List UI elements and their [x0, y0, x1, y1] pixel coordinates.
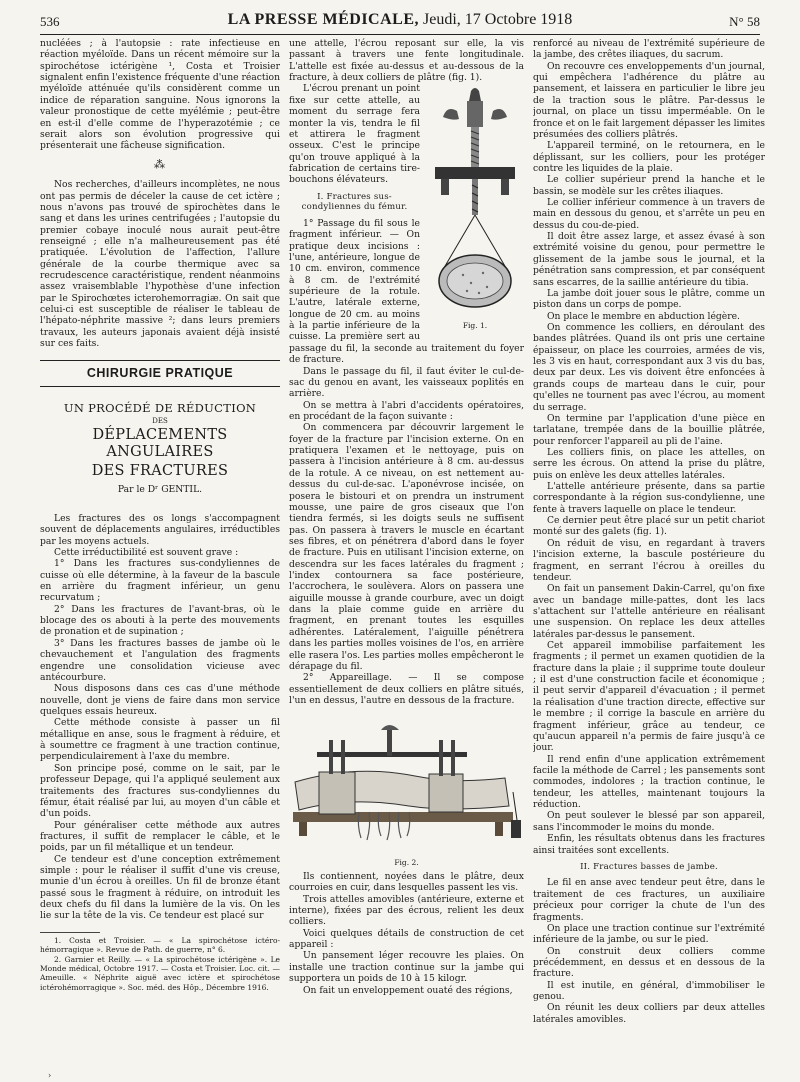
- page-footer-mark: ›: [48, 1071, 52, 1080]
- paragraph: Enfin, les résultats obtenus dans les fractures ainsi traitées sont excellents.: [533, 833, 765, 856]
- figure-caption: Fig. 1.: [462, 320, 488, 330]
- footnote: 1. Costa et Troisier. — « La spirochétose ictéro-hémorragique ». Revue de Path. de guerre, n° 6.: [40, 935, 280, 955]
- paragraph: nucléées ; à l'autopsie : rate infectieuse en réaction myéloïde. Dans un récent mémoire sur la spirochétose ictérigène ¹, Costa et Troisier signalent enfin l'existence fréquente d'une réaction myéloïde atténuée qu'ils considèrent comme un indice de réparation sanguine. Nous ignorons la valeur pronostique de cette myélémie ; peut-être en est-il d'elle comme de l'hyperazotémie ; ce serait alors son évolution progressive qui présenterait une fâcheuse signification.: [40, 38, 280, 152]
- column-3: [533, 38, 765, 1072]
- paragraph: renforcé au niveau de l'extrémité supérieure de la jambe, des crêtes iliaques, du sacrum.: [533, 38, 765, 61]
- paragraph: Les fractures des os longs s'accompagnent souvent de déplacements angulaires, irréductibles par les moyens actuels.: [40, 512, 280, 547]
- paragraph: Il rend enfin d'une application extrêmement facile la méthode de Carrel ; les pansements sont commodes, indolores ; la traction continue, le tendeur, les attelles, maintenant toujours la réduction.: [533, 753, 765, 811]
- paragraph: On fait un pansement Dakin-Carrel, qu'on fixe avec un bandage mille-pattes, dont les lacs s'attachent sur l'attelle antérieure en réalisant une suspension. On replace les deux attelles latérales par-dessus le pansement.: [533, 583, 765, 640]
- page-header: [40, 8, 760, 35]
- paragraph: On commence les colliers, en déroulant des bandes plâtrées. Quand ils ont pris une certaine épaisseur, on place les courroies, armées de vis, les 3 vis en haut, correspondant aux 3 vis du bas, deux par deux. Les vis doivent être enfoncées à grands coups de marteau dans le cuir, pour qu'elles ne tournent pas avec l'écrou, au moment du serrage.: [533, 321, 765, 413]
- article-title-line-1: UN PROCÉDÉ DE RÉDUCTION: [63, 401, 257, 415]
- issue-date: Jeudi, 17 Octobre 1918: [423, 11, 573, 28]
- column-1: [40, 38, 280, 1072]
- column-2: [289, 38, 524, 1072]
- paragraph: Le collier inférieur commence à un travers de main en dessous du genou, et s'arrête un peu en dessus du cou-de-pied.: [533, 197, 765, 231]
- paragraph: Trois attelles amovibles (antérieure, externe et interne), fixées par des écrous, relient les deux colliers.: [289, 893, 524, 928]
- paragraph: Les colliers finis, on place les attelles, on serre les écrous. On attend la prise du plâtre, puis on enlève les deux attelles latérales.: [533, 446, 765, 481]
- section-break-stars: ⁂: [154, 157, 166, 171]
- paragraph: Cet appareil immobilise parfaitement les fragments ; il permet un examen quotidien de la fracture dans la plaie ; il supprime toute douleur ; il est d'une construction facile et économique ; il peut servir d'appareil d'évacuation ; il permet la réalisation d'une traction directe, effective sur le membre ; il corrige la bascule en arrière du fragment inférieur, grâce au tendeur, ce qu'aucun appareil n'a permis de faire jusqu'à ce jour.: [533, 640, 765, 754]
- paragraph: Son principe posé, comme on le sait, par le professeur Depage, qui l'a appliqué seulement aux traitements des fractures sus-condyliennes du fémur, était réalisé par lui, au moyen d'un câble et d'un poids.: [40, 762, 280, 820]
- paragraph: On réduit de visu, en regardant à travers l'incision externe, la bascule postérieure du fragment, en serrant l'écrou à oreilles du tendeur.: [533, 537, 765, 583]
- paragraph: On fait un enveloppement ouaté des régions,: [303, 984, 513, 996]
- footnote: 2. Garnier et Reilly. — « La spirochétose ictérigène ». Le Monde médical, Octobre 1917. — Costa et Troisier. Loc. cit. — Ameuille. « Néphrite aiguë avec ictère et spirochétose ictérohémorragique ». Soc. méd. des Hôp., Décembre 1916.: [40, 954, 280, 992]
- paragraph: 1° Passage du fil sous le fragment inférieur. — On pratique deux incisions : l'une, antérieure, longue de 10 cm. environ, commence à 8 cm. de l'extrémité supérieure de la rotule. L'autre, latérale externe, longue de 20 cm. au moins à la partie inférieure de la cuisse. La première sert au passage du fil, la seconde au traitement du foyer de fracture.: [289, 217, 524, 366]
- paragraph: 3° Dans les fractures basses de jambe où le chevauchement et l'angulation des fragments engendre une consolidation vicieuse avec antécourbure.: [40, 637, 280, 683]
- footnote-separator: [40, 932, 100, 933]
- paragraph: Dans le passage du fil, il faut éviter le cul-de-sac du genou en avant, les vaisseaux poplités en arrière.: [289, 365, 524, 400]
- subsection-heading: II. Fractures basses de jambe.: [580, 861, 718, 872]
- issue-number: N° 58: [729, 14, 760, 29]
- paragraph: Cette irréductibilité est souvent grave :: [54, 546, 239, 558]
- paragraph: Ce tendeur est d'une conception extrêmement simple : pour le réaliser il suffit d'une vis creuse, munie d'un écrou à oreilles. Un fil de bronze étant passé sous le fragment à réduire, on introduit les deux chefs du fil dans la lumière de la vis. On les lie sur la tête de la vis. Ce tendeur est placé sur: [40, 853, 280, 922]
- paragraph: 1° Dans les fractures sus-condyliennes de cuisse où elle détermine, à la faveur de la bascule en arrière du fragment inférieur, un genu recurvatum ;: [40, 558, 280, 604]
- figure-1: [426, 85, 524, 332]
- paragraph: On se mettra à l'abri d'accidents opératoires, en procédant de la façon suivante :: [289, 399, 524, 422]
- paragraph: On réunit les deux colliers par deux attelles latérales amovibles.: [533, 1002, 765, 1025]
- figure-2: [289, 712, 524, 867]
- paragraph: Il est inutile, en général, d'immobiliser le genou.: [533, 979, 765, 1003]
- tendeur-illustration: [427, 85, 523, 315]
- paragraph: On peut soulever le blessé par son appareil, sans l'incommoder le moins du monde.: [533, 810, 765, 833]
- paragraph: On recouvre ces enveloppements d'un journal, qui empêchera l'adhérence du plâtre au pansement, et laissera en particulier le libre jeu de la traction sous le plâtre. Par-dessus le journal, on place un tissu imperméable. On le fronce et on le fait largement dépasser les limites présumées des colliers plâtrés.: [533, 60, 765, 140]
- paragraph: Un pansement léger recouvre les plaies. On installe une traction continue sur la jambe qui supportera un poids de 10 à 15 kilogr.: [289, 950, 524, 985]
- paragraph: Le collier supérieur prend la hanche et le bassin, se modèle sur les crêtes iliaques.: [533, 174, 765, 197]
- appareil-illustration: [289, 712, 524, 852]
- journal-title: LA PRESSE MÉDICALE,: [227, 11, 419, 28]
- paragraph: Le fil en anse avec tendeur peut être, dans le traitement de ces fractures, un auxiliaire précieux pour corriger la chute de l'un des fragments.: [533, 877, 765, 923]
- paragraph: Pour généraliser cette méthode aux autres fractures, il suffit de remplacer le câble, et le poids, par un fil métallique et un tendeur.: [40, 819, 280, 854]
- paragraph: La jambe doit jouer sous le plâtre, comme un piston dans un corps de pompe.: [533, 287, 765, 311]
- paragraph: Ce dernier peut être placé sur un petit chariot monté sur des galets (fig. 1).: [533, 515, 765, 538]
- paragraph: Voici quelques détails de construction de cet appareil :: [289, 927, 524, 951]
- subsection-heading: I. Fractures sus-condyliennes du fémur.: [301, 191, 408, 213]
- journal-masthead: [40, 11, 760, 29]
- paragraph: On commencera par découvrir largement le foyer de la fracture par l'incision externe. On en pratiquera l'examen et le nettoyage, puis on passera à l'incision antérieure à 8 cm. au-dessus de la rotule. A ce niveau, on est nettement au-dessus du cul-de-sac. L'aponévrose incisée, on posera le bistouri et on prendra un instrument mousse, une paire de gros ciseaux que l'on tiendra fermés, si les doigts seuls ne suffisent pas. On passera à travers le muscle en écartant ses fibres, et on pénétrera d'abord dans le foyer de fracture. Puis en utilisant l'incision externe, on descendra sur les faces latérales du fragment ; l'index contournera sa face postérieure, l'accrochera, le soulèvera. Alors on passera une aiguille mousse à grande courbure, avec un doigt dans la plaie comme guide en arrière du fragment, en prenant toutes les esquilles adhérentes. Latéralement, l'aiguille pénétrera dans les parties molles voisines de l'os, en arrière elle rasera l'os. Les parties molles empêcheront le dérapage du fil.: [289, 422, 524, 672]
- article-title-line-4: DES FRACTURES: [91, 462, 229, 479]
- paragraph: L'attelle antérieure présente, dans sa partie correspondante à la région sus-condylienne, une fente à travers laquelle on place le tendeur.: [533, 481, 765, 515]
- paragraph: L'appareil terminé, on le retournera, en le déplissant, sur les colliers, pour les protéger contre les liquides de la plaie.: [533, 140, 765, 174]
- page-number: 536: [40, 14, 60, 29]
- figure-caption: Fig. 2.: [394, 857, 419, 867]
- paragraph: Cette méthode consiste à passer un fil métallique en anse, sous le fragment à réduire, et à soumettre ce fragment à une traction continue, perpendiculairement à l'axe du membre.: [40, 717, 280, 763]
- paragraph: 2° Appareillage. — Il se compose essentiellement de deux colliers en plâtre situés, l'un en dessus, l'autre en dessous de la fracture.: [289, 672, 524, 706]
- paragraph: Nous disposons dans ces cas d'une méthode nouvelle, dont je viens de faire dans mon service quelques essais heureux.: [40, 683, 280, 717]
- paragraph: Nos recherches, d'ailleurs incomplètes, ne nous ont pas permis de déceler la cause de cet ictère ; nous n'avons pas trouvé de spirochètes dans le sang et dans les urines centrifugées ; l'autopsie du premier cobaye inoculé nous aurait peut-être renseigné ; elle n'a malheureusement pas été pratiquée. L'évolution de l'affection, l'allure générale de la courbe thermique avec sa recrudescence caractéristique, rendent néanmoins assez vraisemblable l'hypothèse d'une infection par le Spirochœtes icterohemorragiæ. On sait que celui-ci est susceptible de réaliser le tableau de l'hépato-néphrite massive ²; dans leurs premiers travaux, les auteurs japonais avaient déjà insisté sur ces faits.: [40, 179, 280, 350]
- paragraph: Il doit être assez large, et assez évasé à son extrémité voisine du genou, pour permettre le glissement de la jambe sous le journal, et la pénétration sans compression, et par conséquent sans escarres, de la saillie antérieure du tibia.: [533, 231, 765, 288]
- article-title-line-3: DÉPLACEMENTS ANGULAIRES: [92, 426, 228, 461]
- paragraph: On termine par l'application d'une pièce en tarlatane, trempée dans de la bouillie plâtrée, pour renforcer l'appareil au pli de l'aine.: [533, 412, 765, 447]
- paragraph: On place une traction continue sur l'extrémité inférieure de la jambe, ou sur le pied.: [533, 922, 765, 946]
- article-title-line-2: DES: [152, 417, 168, 426]
- paragraph: 2° Dans les fractures de l'avant-bras, où le blocage des os abouti à la perte des mouvements de pronation et de supination ;: [40, 603, 280, 638]
- paragraph: Ils contiennent, noyées dans le plâtre, deux courroies en cuir, dans lesquelles passent les vis.: [289, 870, 524, 894]
- paragraph: une attelle, l'écrou reposant sur elle, la vis passant à travers une fente longitudinale. L'attelle est fixée au-dessus et au-dessous de la fracture, à deux colliers de plâtre (fig. 1).: [289, 38, 524, 84]
- paragraph: L'écrou prenant un point fixe sur cette attelle, au moment du serrage fera monter la vis, tendra le fil et attirera le fragment osseux. C'est le principe qu'on trouve appliqué à la fabrication de certains tire-bouchons élévateurs.: [289, 83, 420, 186]
- article-author: Par le Dʳ GENTIL.: [117, 483, 203, 495]
- paragraph: On construit deux colliers comme précédemment, en dessus et en dessous de la fracture.: [533, 945, 765, 980]
- section-heading: CHIRURGIE PRATIQUE: [40, 360, 280, 387]
- paragraph: On place le membre en abduction légère.: [547, 310, 740, 322]
